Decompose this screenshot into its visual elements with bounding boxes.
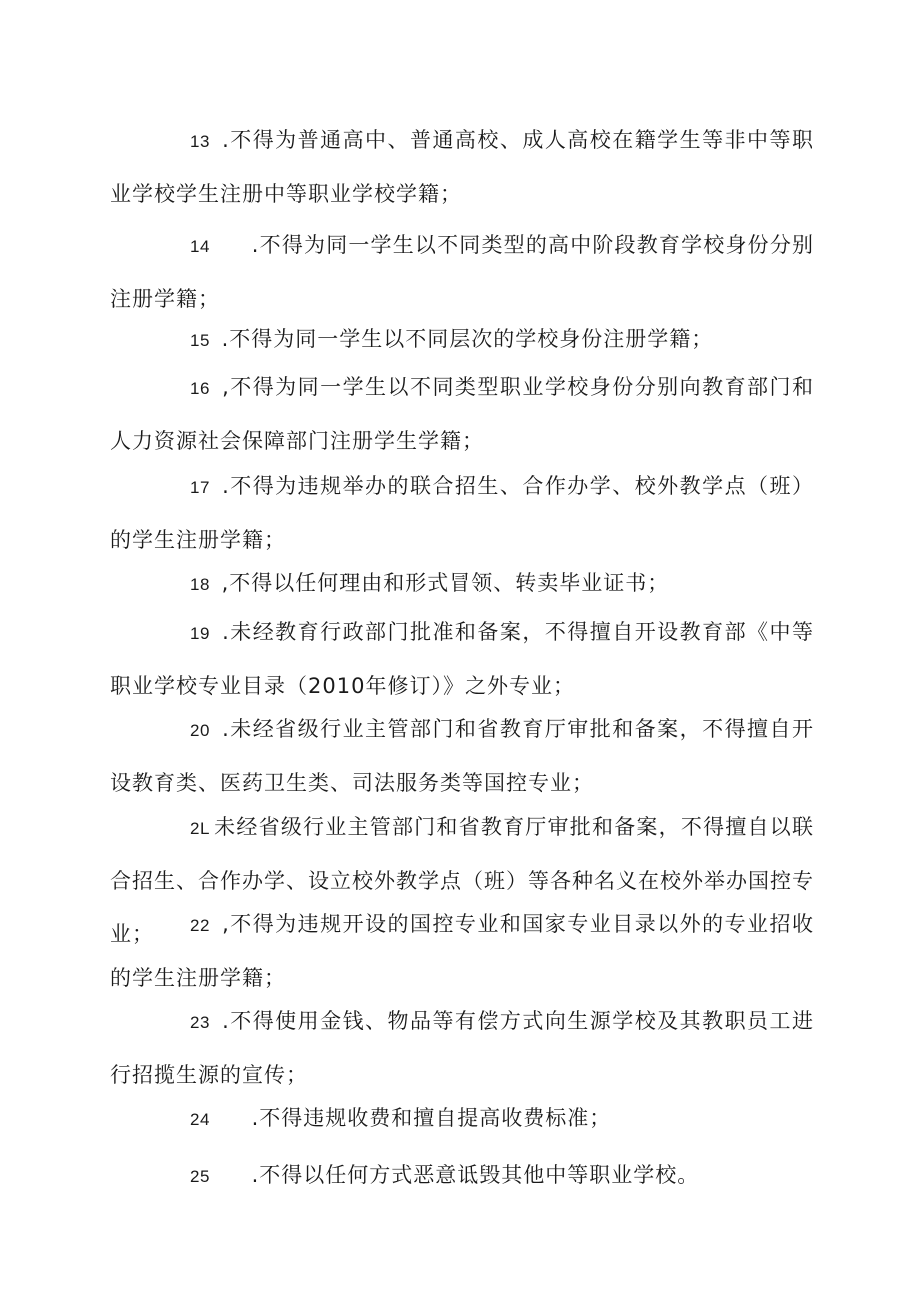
item-separator: .: [213, 474, 230, 498]
list-item-24: [110, 1092, 814, 1146]
item-text: 未经省级行业主管部门和省教育厅审批和备案，不得擅自以联合招生、合作办学、设立校外教学点（班）等各种名义在校外举办国控专业；: [110, 815, 814, 946]
list-item-18: [110, 557, 814, 611]
item-number: 24: [190, 1110, 210, 1129]
item-text: 未经省级行业主管部门和省教育厅审批和备案，不得擅自开设教育类、医药卫生类、司法服务类等国控专业；: [110, 717, 814, 795]
item-number: 14: [190, 237, 210, 256]
item-number: 16: [190, 379, 210, 398]
list-item-13: [110, 114, 814, 221]
item-text: 不得违规收费和擅自提高收费标准；: [259, 1106, 612, 1130]
item-separator: ,: [213, 912, 230, 936]
item-number: 17: [190, 478, 210, 497]
item-number: 20: [190, 721, 210, 740]
list-item-17: [110, 460, 814, 567]
item-number: 15: [190, 331, 210, 350]
item-separator: .: [213, 128, 230, 152]
item-separator: .: [213, 327, 230, 351]
list-item-14: [110, 219, 814, 326]
item-text: 不得以任何方式恶意诋毁其他中等职业学校。: [259, 1163, 700, 1187]
item-number: 13: [190, 132, 210, 151]
item-separator: .: [243, 1163, 260, 1187]
item-separator: .: [213, 717, 230, 741]
item-text: 不得为违规举办的联合招生、合作办学、校外教学点（班）的学生注册学籍；: [110, 474, 814, 552]
item-text: 未经教育行政部门批准和备案，不得擅自开设教育部《中等职业学校专业目录（2010年修订）》之外专业；: [110, 620, 814, 698]
item-number: 19: [190, 624, 210, 643]
list-item-23: [110, 995, 814, 1102]
list-item-20: [110, 703, 814, 810]
item-text: 不得为同一学生以不同类型的高中阶段教育学校身份分别注册学籍；: [110, 233, 815, 311]
item-text: 不得为同一学生以不同类型职业学校身份分别向教育部门和人力资源社会保障部门注册学生学籍；: [110, 375, 814, 453]
item-text: 不得为同一学生以不同层次的学校身份注册学籍；: [229, 327, 714, 351]
list-item-25: [110, 1149, 814, 1203]
item-separator: .: [213, 1009, 230, 1033]
list-item-16: [110, 361, 814, 468]
item-separator: .: [213, 620, 230, 644]
item-separator: .: [243, 1106, 260, 1130]
item-number: 25: [190, 1167, 210, 1186]
item-number: 2L: [190, 819, 210, 838]
item-number: 22: [190, 916, 210, 935]
item-number: 23: [190, 1013, 210, 1032]
list-item-19: [110, 606, 814, 713]
list-item-15: [110, 313, 814, 367]
item-number: 18: [190, 575, 210, 594]
item-separator: ,: [213, 571, 230, 595]
item-text: 不得使用金钱、物品等有偿方式向生源学校及其教职员工进行招揽生源的宣传；: [110, 1009, 814, 1087]
item-text: 不得为违规开设的国控专业和国家专业目录以外的专业招收的学生注册学籍；: [110, 912, 814, 990]
item-separator: .: [243, 233, 260, 257]
item-text: 不得以任何理由和形式冒领、转卖毕业证书；: [229, 571, 670, 595]
item-separator: ,: [213, 375, 230, 399]
item-text: 不得为普通高中、普通高校、成人高校在籍学生等非中等职业学校学生注册中等职业学校学籍；: [110, 128, 814, 206]
list-item-22: [110, 898, 814, 1005]
